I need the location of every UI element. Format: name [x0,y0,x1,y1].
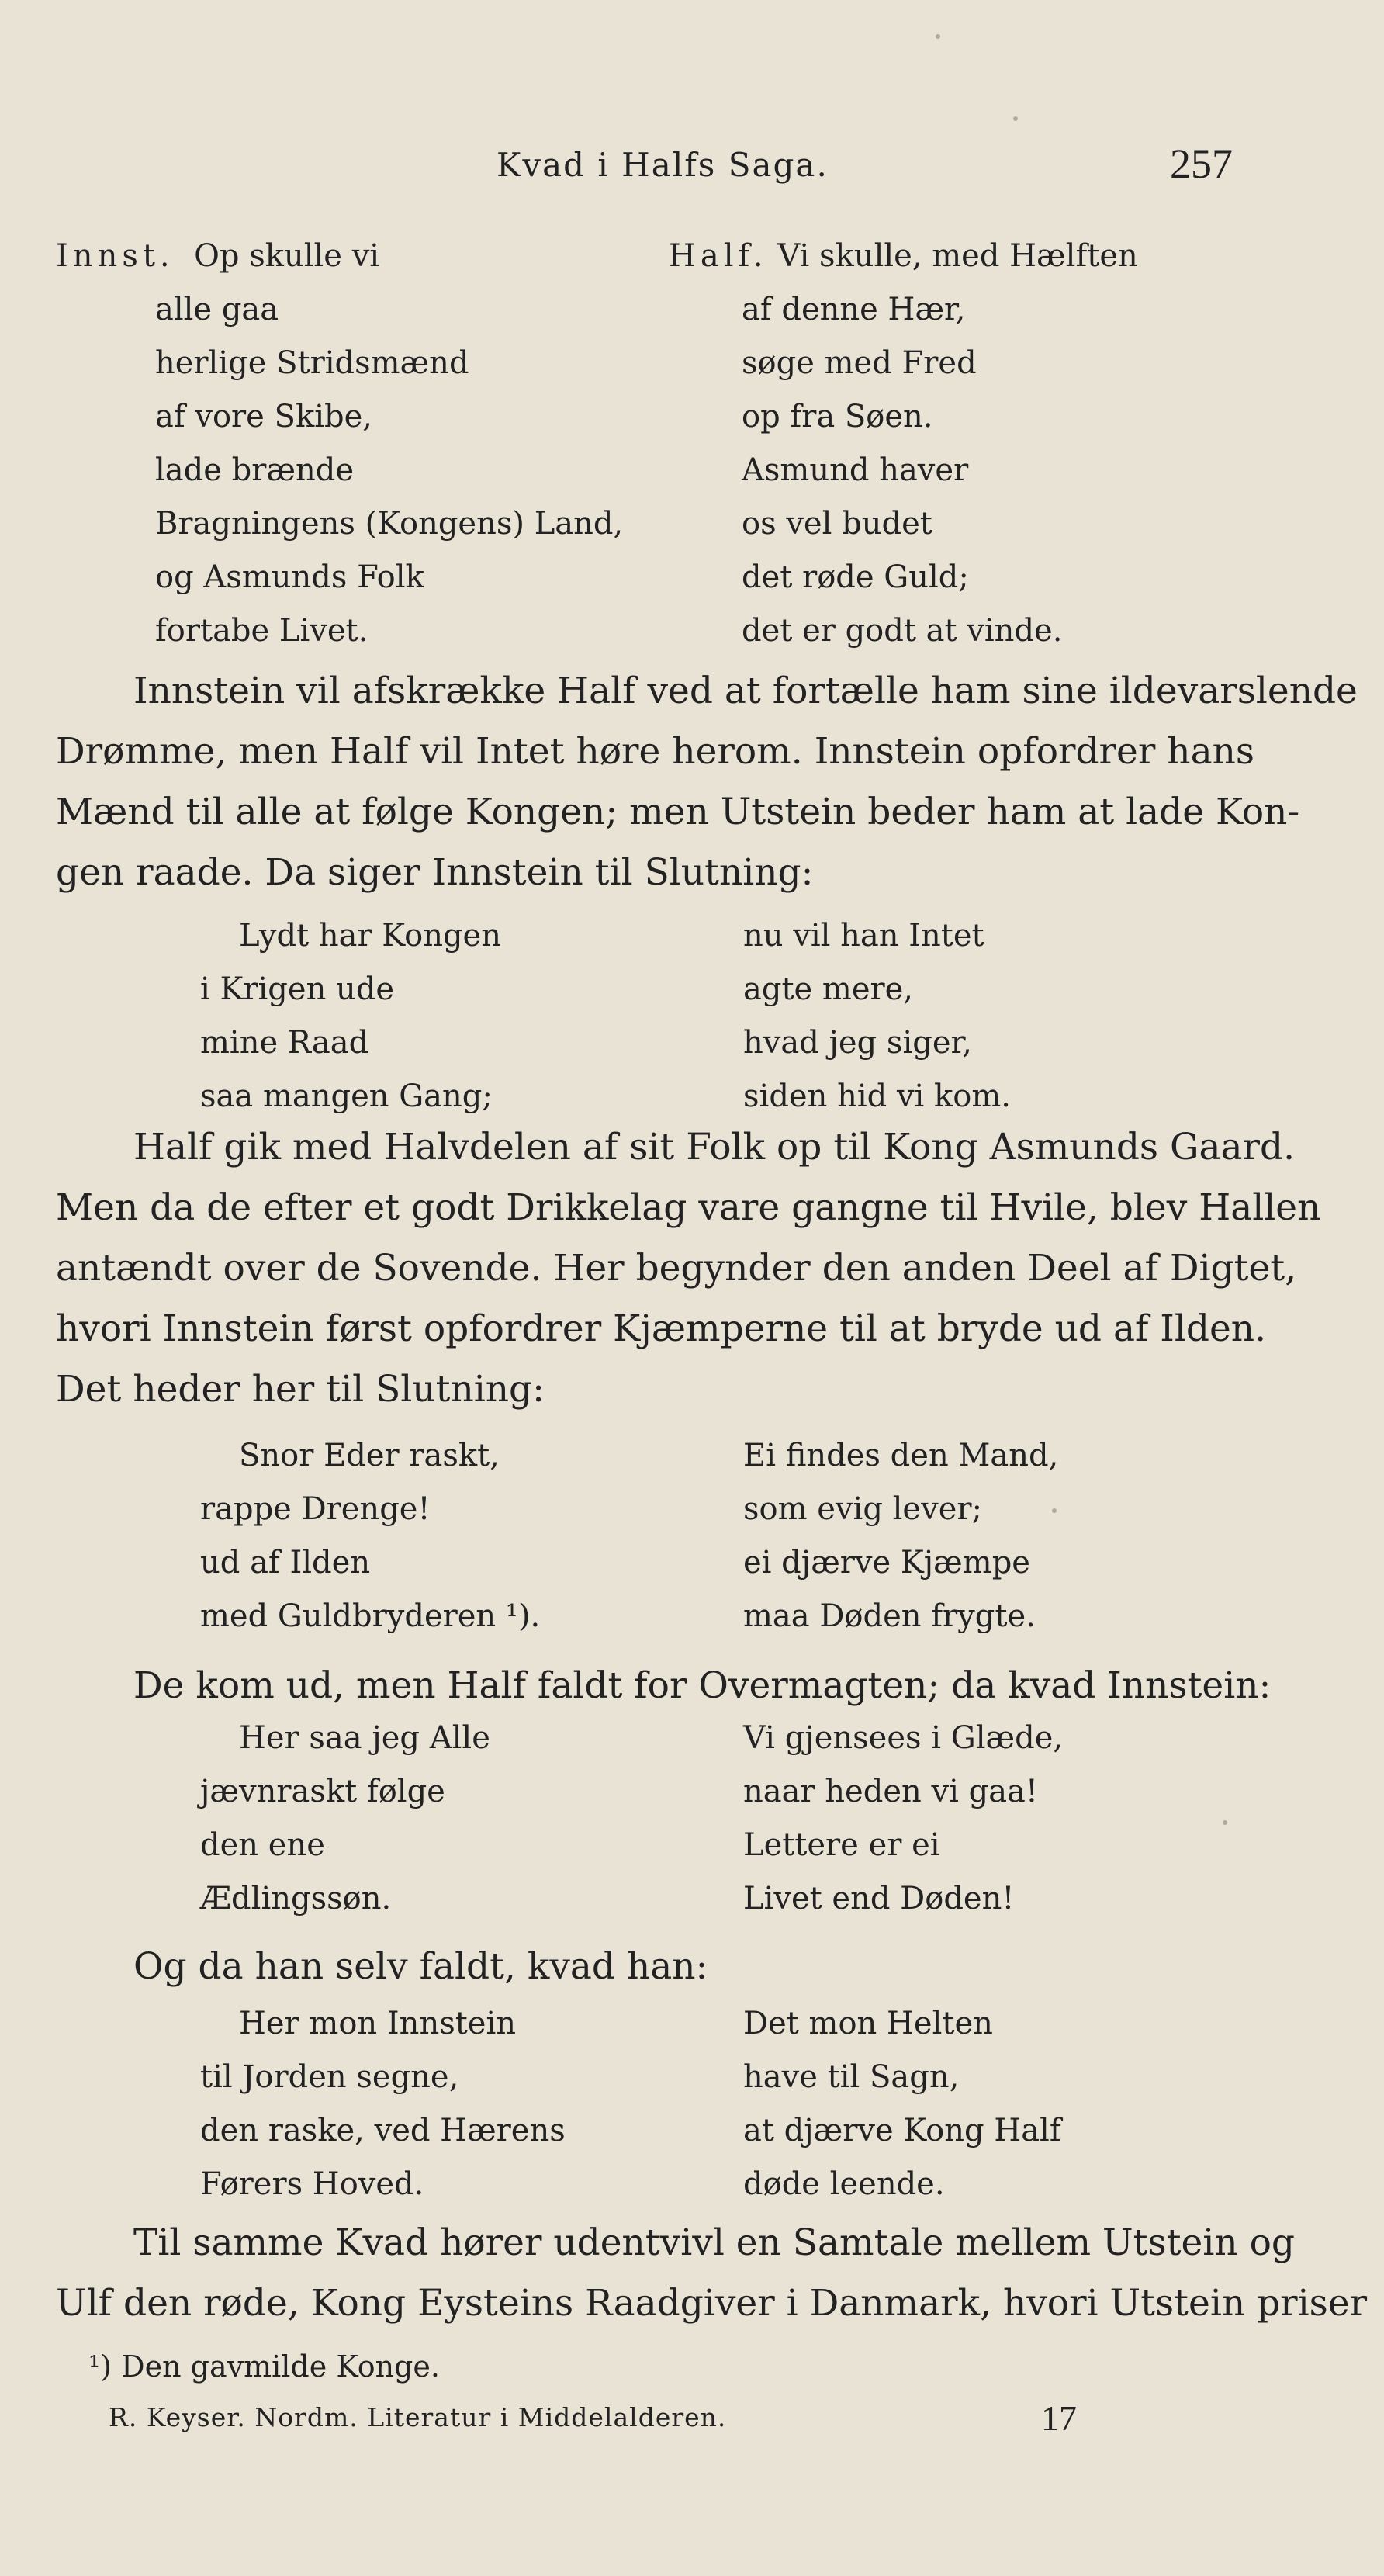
verse-line: Det mon Helten [743,2006,993,2041]
prose-line: Half gik med Halvdelen af sit Folk op til Kong Asmunds Gaard. [133,1126,1296,1169]
signature-mark: 17 [1041,2398,1077,2438]
verse-line: Livet end Døden! [743,1881,1015,1916]
verse-line: Her saa jeg Alle [239,1720,490,1756]
prose-paragraph-1 [56,661,1358,903]
prose-line: antændt over de Sovende. Her begynder den anden Deel af Digtet, [56,1247,1297,1290]
prose-line: De kom ud, men Half faldt for Overmagten; da kvad Innstein: [133,1664,1272,1707]
running-title: Kvad i Halfs Saga. [497,146,829,184]
verse-line: Bragningens (Kongens) Land, [155,506,624,542]
paper-speck [1223,1820,1227,1825]
verse-line: jævnraskt følge [200,1774,445,1809]
verse-line: ei djærve Kjæmpe [743,1545,1030,1581]
verse-line: den ene [200,1827,325,1863]
verse-line: os vel budet [742,506,932,542]
verse-line: i Krigen ude [200,971,395,1007]
verse-line: med Guldbryderen ¹). [200,1598,541,1634]
verse-line: op fra Søen. [742,399,933,435]
verse-right-column [743,1429,1058,1643]
verse-line: Førers Hoved. [200,2166,424,2202]
verse-line: nu vil han Intet [743,918,984,954]
page-number: 257 [1170,140,1233,187]
verse-line: søge med Fred [742,345,977,381]
verse-line: Ædlingssøn. [200,1881,392,1916]
verse-right-column [743,1712,1063,1926]
verse-line: alle gaa [155,292,279,327]
prose-line: Drømme, men Half vil Intet høre herom. Innstein opfordrer hans [56,730,1254,773]
verse-line: Ei findes den Mand, [743,1438,1059,1473]
verse-line: det røde Guld; [742,559,969,595]
prose-line: Men da de efter et godt Drikkelag vare gangne til Hvile, blev Hallen [56,1186,1321,1229]
verse-line: ud af Ilden [200,1545,371,1581]
prose-paragraph-3 [56,1656,1272,1716]
verse-line: Half. Vi skulle, med Hælften [669,238,1138,274]
verse-line: have til Sagn, [743,2059,960,2095]
paper-speck [936,34,940,39]
verse-left-column [200,909,501,1124]
verse-right-column [743,1997,1061,2211]
verse-line: hvad jeg siger, [743,1025,972,1061]
verse-line: den raske, ved Hærens [200,2113,566,2148]
verse-line: lade brænde [155,452,354,488]
prose-line: Ulf den røde, Kong Eysteins Raadgiver i Danmark, hvori Utstein priser [56,2282,1368,2325]
verse-line: fortabe Livet. [155,613,368,649]
prose-paragraph-5 [56,2213,1368,2334]
footnote: ¹) Den gavmilde Konge. [88,2349,440,2384]
verse-line: af vore Skibe, [155,399,372,435]
verse-line: som evig lever; [743,1491,982,1527]
footer-imprint: R. Keyser. Nordm. Literatur i Middelalderen. [109,2402,727,2432]
paper-speck [1052,1508,1057,1513]
verse-line: Asmund haver [742,452,969,488]
verse-left-column [200,1712,490,1926]
verse-line: agte mere, [743,971,914,1007]
verse-line: at djærve Kong Half [743,2113,1061,2148]
verse-line: herlige Stridsmænd [155,345,469,381]
verse-line: Lettere er ei [743,1827,940,1863]
verse-line: rappe Drenge! [200,1491,431,1527]
verse-line: maa Døden frygte. [743,1598,1036,1634]
speaker-label: Half. [669,238,768,274]
prose-line: hvori Innstein først opfordrer Kjæmperne til at bryde ud af Ilden. [56,1307,1267,1350]
verse-line: siden hid vi kom. [743,1079,1012,1114]
verse-line: det er godt at vinde. [742,613,1063,649]
prose-line: Innstein vil afskrække Half ved at fortælle ham sine ildevarslende [133,670,1358,712]
verse-line: Vi gjensees i Glæde, [743,1720,1064,1756]
prose-line: Mænd til alle at følge Kongen; men Utstein beder ham at lade Kon- [56,791,1300,833]
prose-line: Det heder her til Slutning: [56,1368,545,1411]
prose-line: gen raade. Da siger Innstein til Slutning: [56,851,814,894]
verse-line: naar heden vi gaa! [743,1774,1038,1809]
speaker-label: Innst. [56,238,175,274]
verse-left-column [200,1429,540,1643]
verse-right-column [743,909,1011,1124]
verse-line: mine Raad [200,1025,369,1061]
page-footer [0,2398,1384,2444]
verse-line: Lydt har Kongen [239,918,501,954]
verse-line: til Jorden segne, [200,2059,459,2095]
paper-speck [1013,116,1018,121]
verse-left-column [56,230,623,658]
verse-line: saa mangen Gang; [200,1079,493,1114]
verse-line: af denne Hær, [742,292,966,327]
running-head [0,140,1384,194]
prose-paragraph-4 [56,1937,1254,1997]
verse-line: døde leende. [743,2166,945,2202]
verse-line: og Asmunds Folk [155,559,424,595]
prose-line: Til samme Kvad hører udentvivl en Samtale mellem Utstein og [133,2221,1296,2264]
prose-paragraph-2 [56,1117,1321,1420]
prose-line: Og da han selv faldt, kvad han: [133,1945,708,1988]
verse-left-column [200,1997,566,2211]
verse-line: Innst. Op skulle vi [56,238,380,274]
verse-right-column [669,230,1138,658]
verse-line: Snor Eder raskt, [239,1438,500,1473]
verse-line: Her mon Innstein [239,2006,517,2041]
